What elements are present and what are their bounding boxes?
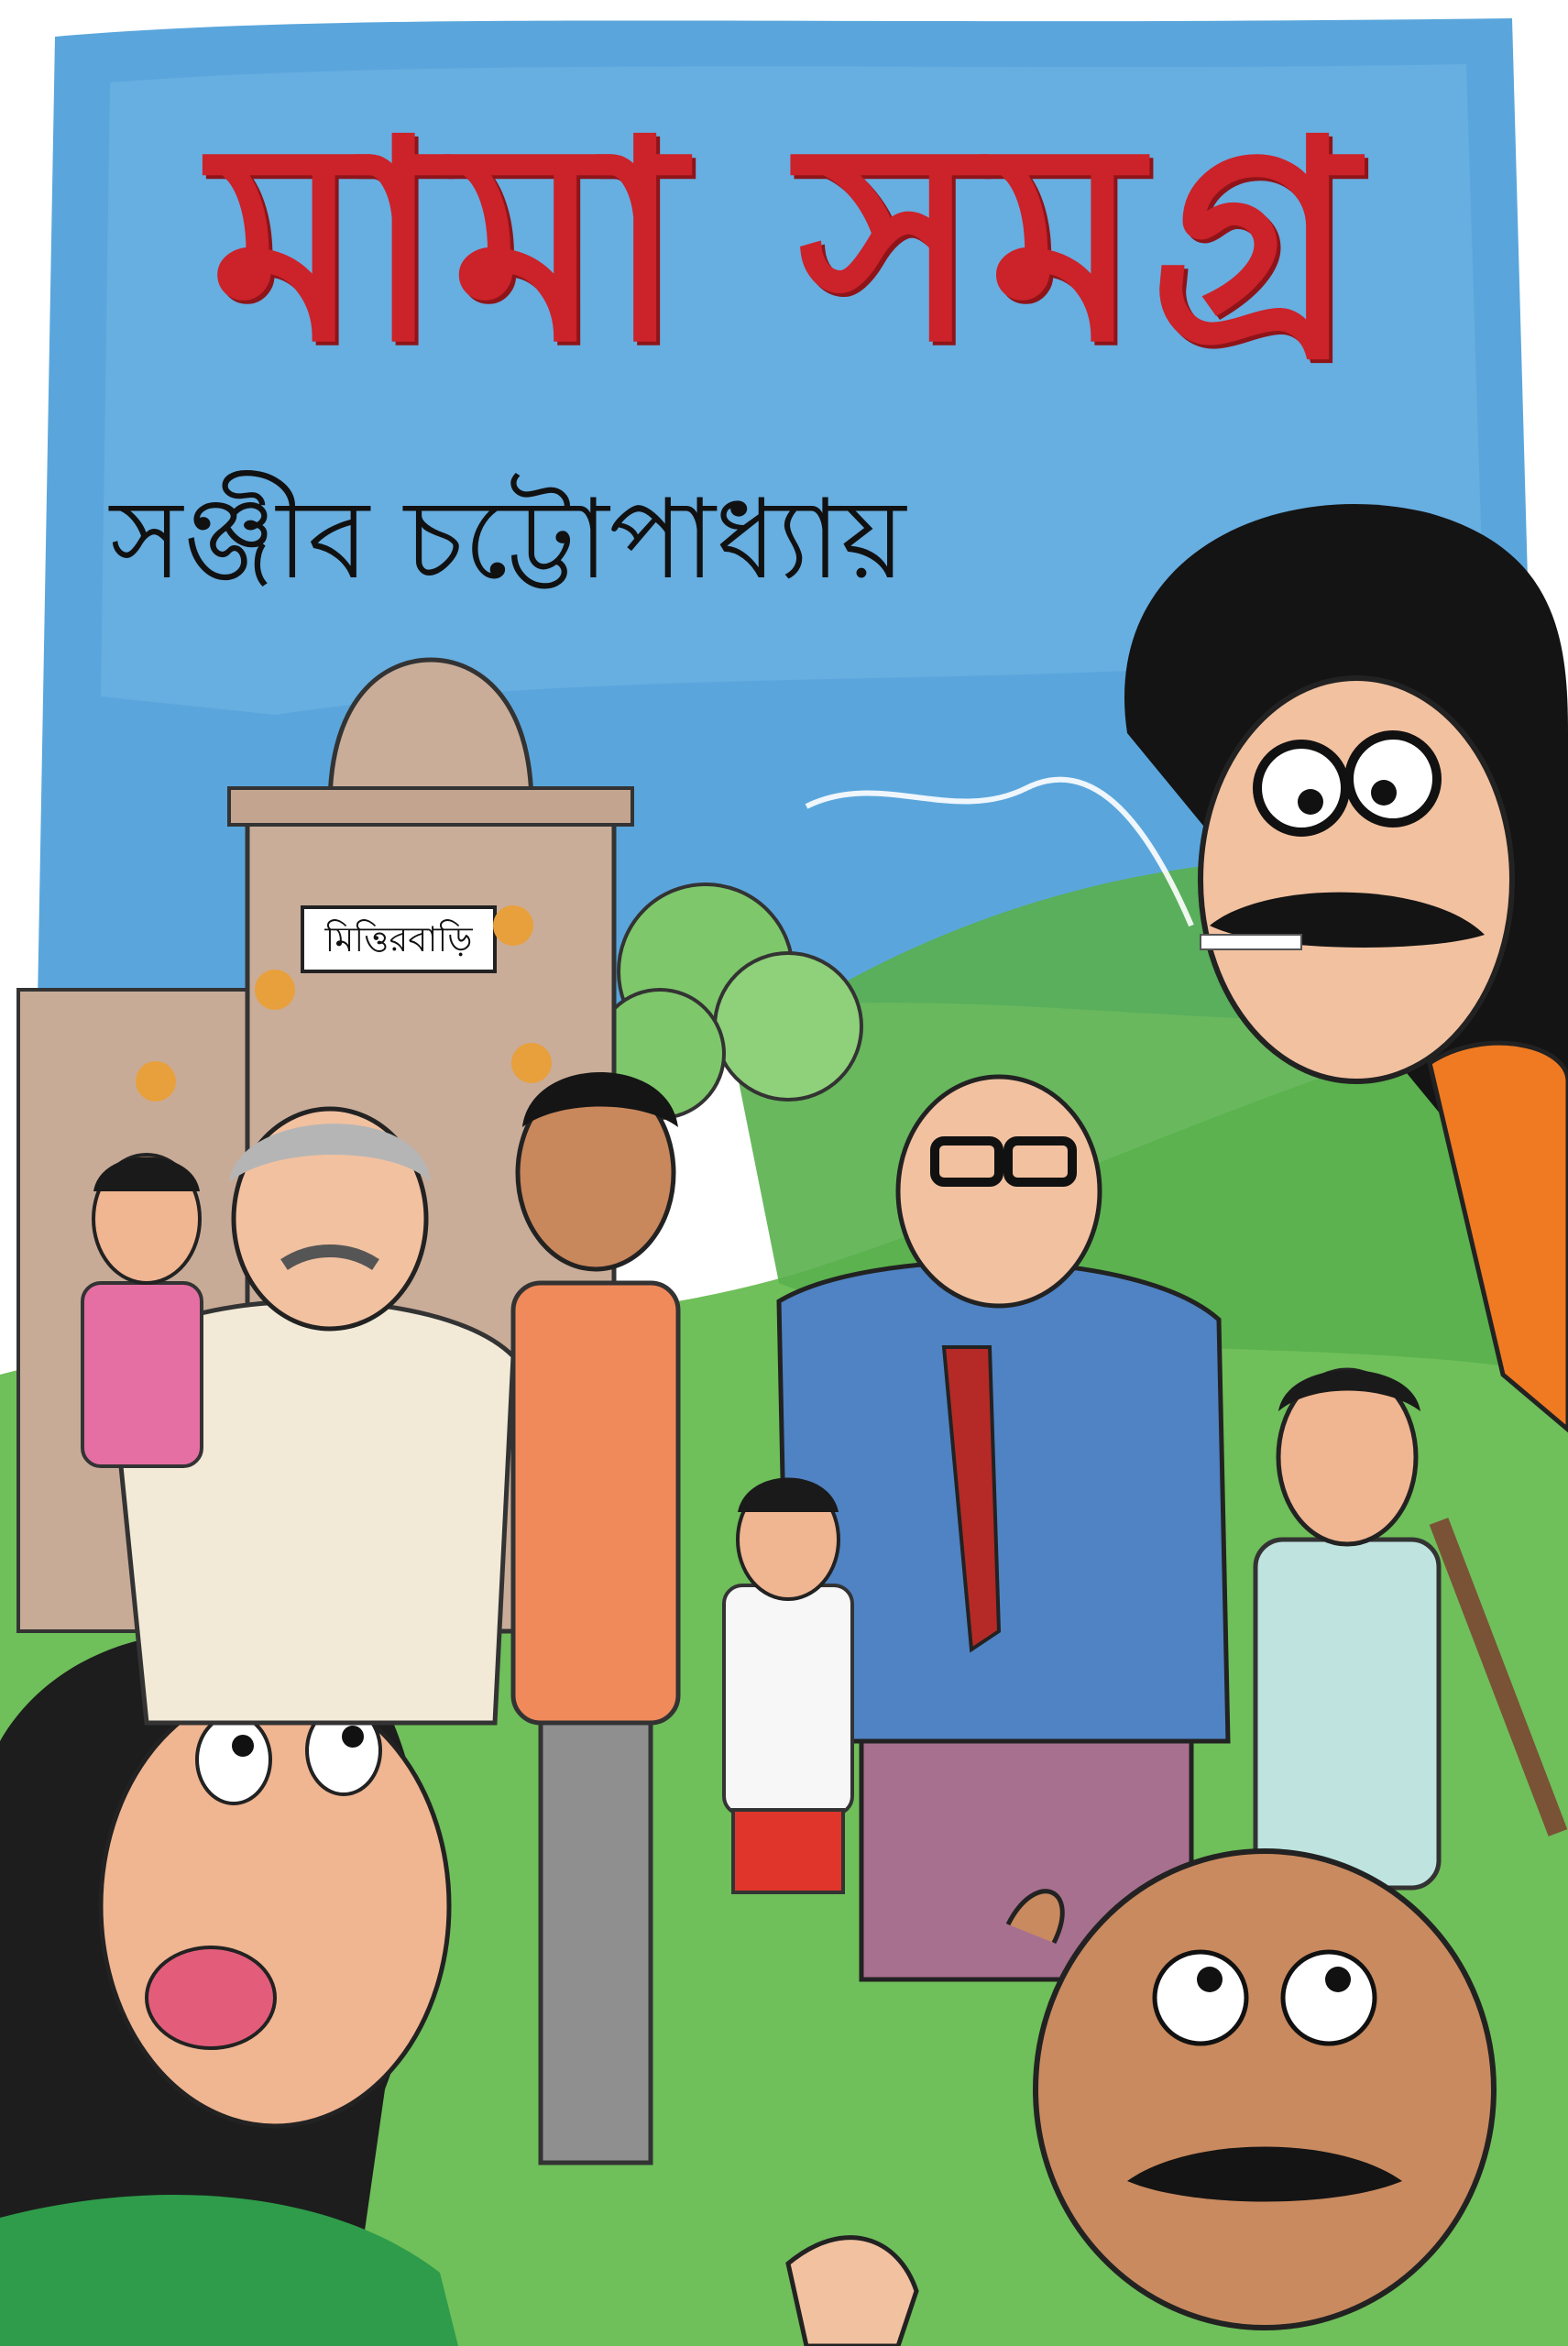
- book-title: মামা সমগ্র: [210, 82, 1366, 402]
- boy-character: [724, 1478, 852, 1893]
- author-name: সঞ্জীব চট্টোপাধ্যায়: [110, 477, 906, 604]
- boy-left-character: [82, 1155, 202, 1466]
- building-sign-text: মিত্তিরবাড়ি: [324, 919, 473, 959]
